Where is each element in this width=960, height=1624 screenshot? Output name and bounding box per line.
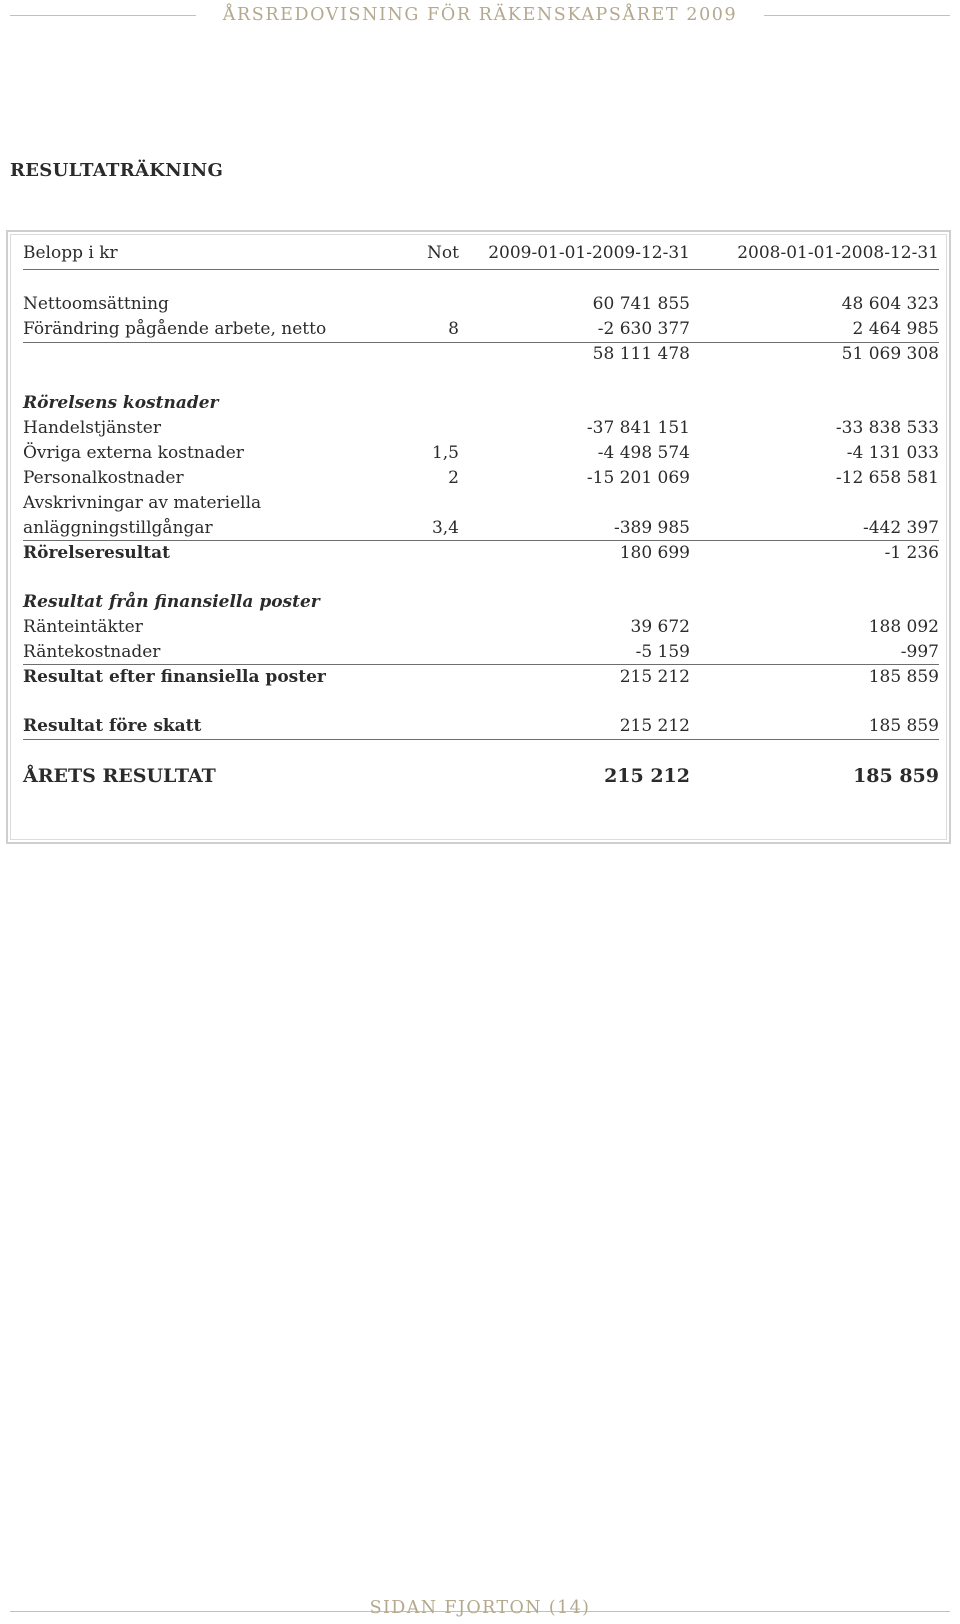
header-rule-left [10, 15, 196, 16]
row-label: Avskrivningar av materiella [23, 493, 262, 513]
row-value-previous: -1 236 [884, 543, 939, 563]
footer-rule-right [596, 1611, 950, 1612]
row-value-current: -389 985 [613, 518, 690, 538]
row-value-previous: 185 859 [853, 765, 939, 787]
row-value-current: 58 111 478 [592, 344, 690, 364]
row-value-current: 60 741 855 [592, 294, 690, 314]
row-label: Resultat efter finansiella poster [23, 667, 326, 687]
table-row-wip-change [23, 317, 939, 341]
row-value-previous: 188 092 [868, 617, 939, 637]
column-header-note: Not [427, 243, 459, 263]
table-row-net-result [23, 763, 939, 789]
row-label: Nettoomsättning [23, 294, 169, 314]
row-label: Rörelseresultat [23, 543, 170, 563]
table-row-revenue-subtotal [23, 342, 939, 366]
financial-items-heading [23, 590, 939, 614]
column-header-row [23, 241, 939, 265]
table-row-personnel-costs [23, 466, 939, 490]
table-row-interest-income [23, 615, 939, 639]
section-title: RESULTATRÄKNING [10, 160, 224, 181]
row-value-previous: 2 464 985 [852, 319, 939, 339]
column-header-previous-year: 2008-01-01-2008-12-31 [737, 243, 939, 263]
row-value-previous: -4 131 033 [846, 443, 939, 463]
row-value-current: 215 212 [619, 716, 690, 736]
row-value-previous: 48 604 323 [841, 294, 939, 314]
row-label: Handelstjänster [23, 418, 161, 438]
row-value-previous: 185 859 [868, 667, 939, 687]
table-row-depreciation-line1 [23, 491, 939, 515]
table-row-interest-expense [23, 640, 939, 664]
header-rule-right [764, 15, 950, 16]
row-note: 8 [448, 319, 459, 339]
table-row-result-after-financial [23, 665, 939, 689]
row-value-current: 215 212 [604, 765, 690, 787]
page-number-label: SIDAN FJORTON (14) [369, 1598, 591, 1618]
row-value-current: 180 699 [619, 543, 690, 563]
table-row-result-before-tax [23, 714, 939, 738]
row-value-previous: 51 069 308 [841, 344, 939, 364]
table-row-operating-result [23, 541, 939, 565]
row-value-current: -15 201 069 [586, 468, 690, 488]
column-header-current-year: 2009-01-01-2009-12-31 [488, 243, 690, 263]
operating-costs-heading [23, 391, 939, 415]
row-value-current: -37 841 151 [586, 418, 690, 438]
row-value-current: -5 159 [635, 642, 690, 662]
row-value-current: -4 498 574 [597, 443, 690, 463]
table-row-other-external-costs [23, 441, 939, 465]
section-heading: Resultat från finansiella poster [23, 592, 320, 612]
section-heading: Rörelsens kostnader [23, 393, 219, 413]
row-label: Ränteintäkter [23, 617, 143, 637]
result-before-tax-rule [23, 739, 939, 740]
row-value-previous: -33 838 533 [835, 418, 939, 438]
row-note: 2 [448, 468, 459, 488]
table-row-depreciation [23, 516, 939, 540]
row-label: Övriga externa kostnader [23, 443, 244, 463]
row-value-current: -2 630 377 [597, 319, 690, 339]
row-label: Personalkostnader [23, 468, 184, 488]
row-note: 3,4 [431, 518, 459, 538]
row-value-current: 39 672 [630, 617, 690, 637]
row-value-previous: -442 397 [862, 518, 939, 538]
row-label: ÅRETS RESULTAT [23, 765, 216, 787]
column-header-rule [23, 269, 939, 270]
document-header-title: ÅRSREDOVISNING FÖR RÄKENSKAPSÅRET 2009 [222, 5, 738, 25]
row-label: Räntekostnader [23, 642, 161, 662]
row-value-previous: -997 [900, 642, 939, 662]
column-header-label: Belopp i kr [23, 243, 118, 263]
row-value-previous: -12 658 581 [835, 468, 939, 488]
row-note: 1,5 [431, 443, 459, 463]
table-row-trade-services [23, 416, 939, 440]
row-value-current: 215 212 [619, 667, 690, 687]
row-label: Resultat före skatt [23, 716, 202, 736]
table-row-net-sales [23, 292, 939, 316]
row-label: Förändring pågående arbete, netto [23, 319, 327, 339]
row-label: anläggningstillgångar [23, 518, 213, 538]
row-value-previous: 185 859 [868, 716, 939, 736]
